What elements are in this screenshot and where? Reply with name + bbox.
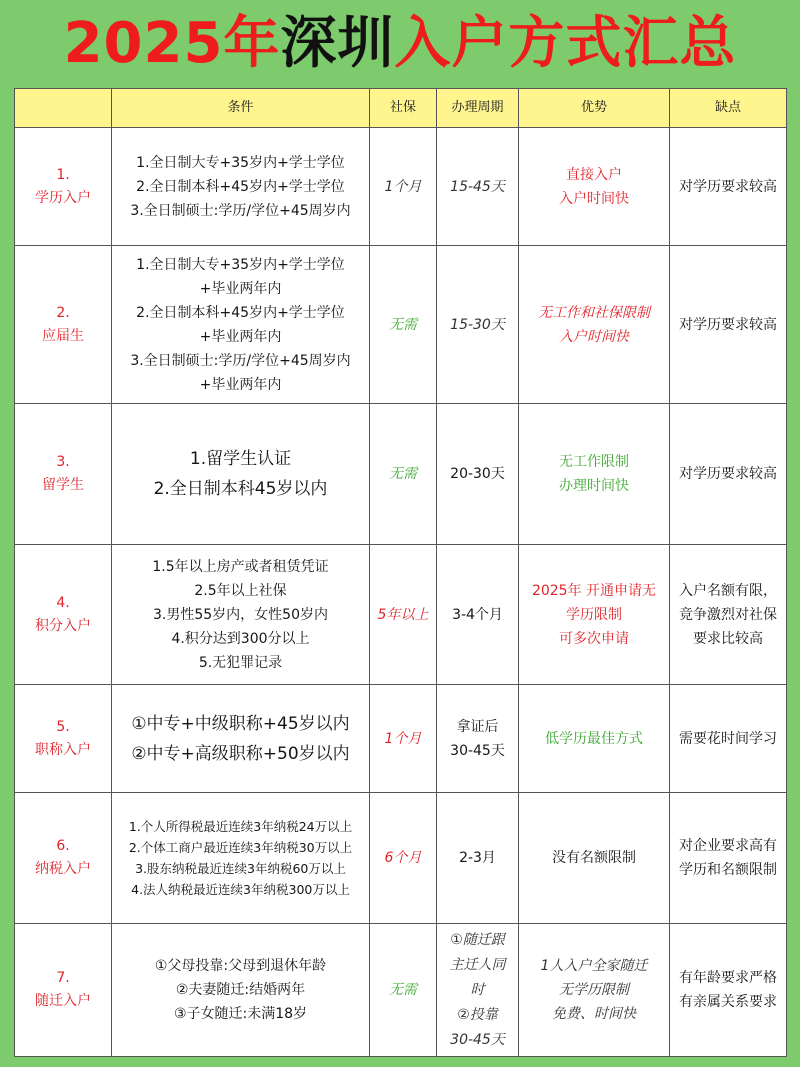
condition-line: ②中专+高级职称+50岁以内 [131,743,350,764]
disadvantages-cell: 对学历要求较高 [670,246,787,404]
period-cell [437,545,519,685]
social-security-cell: 5年以上 [370,545,437,685]
advantage-line: 入户时间快 [559,190,629,207]
advantage-line: 直接入户 [566,166,622,183]
conditions-cell [112,685,370,793]
condition-line: 3.股东纳税最近连续3年纳税60万以上 [135,861,346,876]
advantage-line: 学历限制 [566,606,622,623]
method-name: 留学生 [42,477,84,493]
condition-line: 3.男性55岁内，女性50岁内 [153,606,328,623]
advantages-cell [519,924,670,1057]
condition-line: 1.全日制大专+35岁内+学士学位 [136,256,345,273]
table-row [15,404,787,545]
condition-line: +毕业两年内 [199,376,282,393]
method-name-cell [15,685,112,793]
advantages-cell [519,246,670,404]
table-row [15,545,787,685]
period-cell [437,793,519,924]
period-line: ①随迁跟 [450,931,505,948]
advantage-line: 低学历最佳方式 [545,730,643,747]
method-name: 应届生 [42,327,84,344]
table-row [15,793,787,924]
method-name-cell [15,404,112,545]
social-security-cell: 1个月 [370,128,437,246]
page-title [0,12,800,76]
method-number: 4. [56,594,70,611]
method-number: 2. [56,304,70,321]
method-number: 1. [56,166,70,183]
hukou-methods-table [14,88,787,1057]
condition-line: ③子女随迁:未满18岁 [173,1006,308,1022]
advantage-line: 没有名额限制 [552,850,636,866]
period-line: 拿证后 [456,718,499,735]
condition-line: 1.全日制大专+35岁内+学士学位 [136,154,345,171]
advantages-cell [519,128,670,246]
condition-line: 2.5年以上社保 [194,582,287,599]
period-cell [437,246,519,404]
conditions-cell [112,128,370,246]
social-security-cell: 无需 [370,924,437,1057]
disadvantages-cell: 对学历要求较高 [670,128,787,246]
table-row [15,685,787,793]
title-city: 深圳 [280,11,395,76]
conditions-cell [112,545,370,685]
method-name-cell [15,128,112,246]
method-name: 学历入户 [35,189,91,206]
period-line: 30-45天 [450,1031,505,1048]
condition-line: 1.5年以上房产或者租赁凭证 [152,558,329,575]
condition-line: ②夫妻随迁:结婚两年 [175,982,306,998]
advantage-line: 1人入户全家随迁 [540,958,648,974]
period-line: 15-30天 [450,316,505,333]
disadvantages-cell: 对学历要求较高 [670,404,787,545]
title-topic: 入户方式汇总 [394,11,737,76]
advantages-cell [519,793,670,924]
method-number: 7. [56,970,70,986]
social-security-cell: 1个月 [370,685,437,793]
condition-line: +毕业两年内 [199,328,282,345]
advantage-line: 可多次申请 [559,630,629,647]
method-number: 3. [56,454,70,470]
method-name: 积分入户 [35,617,91,634]
condition-line: 4.法人纳税最近连续3年纳税300万以上 [131,882,350,897]
disadvantages-cell: 入户名额有限，竞争激烈对社保要求比较高 [670,545,787,685]
header-conditions: 条件 [112,89,370,128]
method-name-cell [15,545,112,685]
method-name: 纳税入户 [35,861,91,877]
table-row [15,128,787,246]
condition-line: 1.个人所得税最近连续3年纳税24万以上 [128,819,353,834]
condition-line: 3.全日制硕士:学历/学位+45周岁内 [130,202,351,219]
disadvantages-cell: 需要花时间学习 [670,685,787,793]
social-security-cell: 无需 [370,246,437,404]
table-header-row [15,89,787,128]
period-line: 3-4个月 [452,606,503,623]
advantages-cell [519,404,670,545]
method-number: 6. [56,838,70,854]
advantage-line: 入户时间快 [559,328,629,345]
conditions-cell [112,246,370,404]
period-cell [437,924,519,1057]
period-line: 主迁人同 [449,956,506,973]
method-name: 随迁入户 [35,993,91,1009]
table-row [15,246,787,404]
condition-line: 1.留学生认证 [189,449,292,469]
condition-line: 3.全日制硕士:学历/学位+45周岁内 [130,352,351,369]
method-number: 5. [56,718,70,735]
condition-line: ①父母投靠:父母到退休年龄 [154,958,327,974]
condition-line: 2.个体工商户最近连续3年纳税30万以上 [128,840,353,855]
method-name-cell [15,793,112,924]
period-cell [437,128,519,246]
method-name-cell [15,246,112,404]
advantage-line: 免费、时间快 [552,1006,636,1022]
period-line: 20-30天 [450,466,505,482]
period-line: 时 [470,981,485,998]
disadvantages-cell: 有年龄要求严格有亲属关系要求 [670,924,787,1057]
condition-line: 4.积分达到300分以上 [171,630,310,647]
condition-line: 2.全日制本科45岁以内 [153,479,328,499]
period-line: 15-45天 [450,178,505,195]
condition-line: 5.无犯罪记录 [198,654,283,671]
title-year: 2025年 [63,11,281,76]
condition-line: +毕业两年内 [199,280,282,297]
advantage-line: 无工作限制 [559,454,629,470]
condition-line: 2.全日制本科+45岁内+学士学位 [136,304,345,321]
condition-line: 2.全日制本科+45岁内+学士学位 [136,178,345,195]
header-advantages: 优势 [519,89,670,128]
advantage-line: 2025年 开通申请无 [531,582,657,599]
header-social-security: 社保 [370,89,437,128]
condition-line: ①中专+中级职称+45岁以内 [131,713,350,734]
conditions-cell [112,793,370,924]
header-blank [15,89,112,128]
advantage-line: 办理时间快 [559,478,629,494]
header-period: 办理周期 [437,89,519,128]
period-cell [437,404,519,545]
period-cell [437,685,519,793]
conditions-cell [112,404,370,545]
advantage-line: 无学历限制 [559,982,629,998]
social-security-cell: 6个月 [370,793,437,924]
advantages-cell [519,545,670,685]
advantage-line: 无工作和社保限制 [538,304,650,321]
conditions-cell [112,924,370,1057]
table-row [15,924,787,1057]
disadvantages-cell: 对企业要求高有学历和名额限制 [670,793,787,924]
period-line: 30-45天 [450,742,505,759]
period-line: 2-3月 [459,850,496,866]
advantages-cell [519,685,670,793]
period-line: ②投靠 [457,1006,498,1023]
method-name: 职称入户 [35,741,91,758]
method-name-cell [15,924,112,1057]
social-security-cell: 无需 [370,404,437,545]
header-disadvantages: 缺点 [670,89,787,128]
